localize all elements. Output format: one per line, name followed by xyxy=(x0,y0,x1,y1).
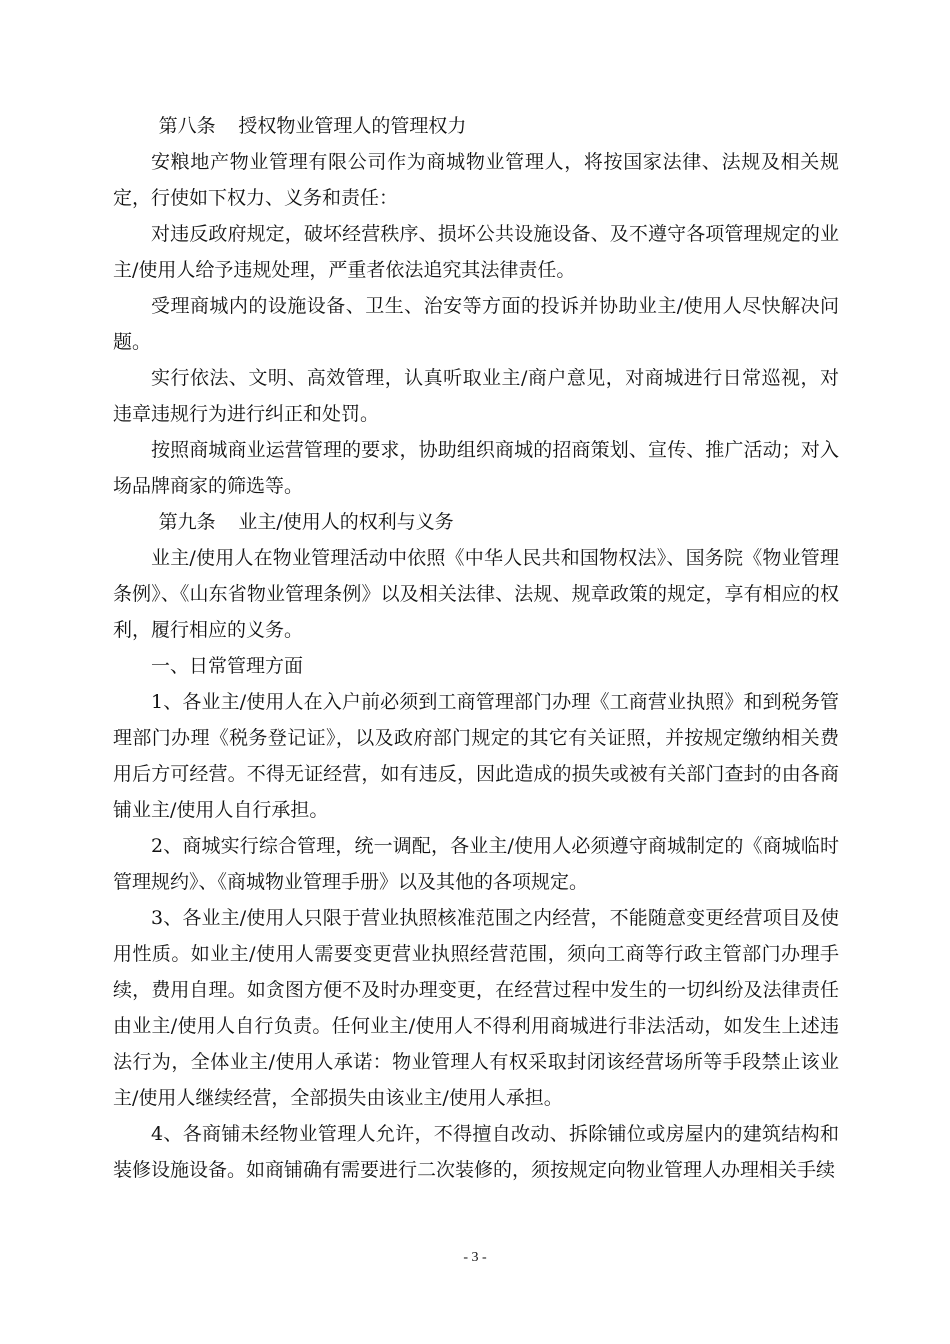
article-8-item: 实行依法、文明、高效管理，认真听取业主/商户意见，对商城进行日常巡视，对违章违规行为进行纠正和处罚。 xyxy=(113,367,839,425)
page-number: - 3 - xyxy=(463,1250,487,1265)
article-9-heading xyxy=(121,504,839,540)
article-9-intro: 业主/使用人在物业管理活动中依照《中华人民共和国物权法》、国务院《物业管理条例》、《山东省物业管理条例》以及相关法律、法规、规章政策的规定，享有相应的权利，履行相应的义务。 xyxy=(113,547,839,641)
section-heading: 一、日常管理方面 xyxy=(151,655,304,677)
article-8-number: 第八条 xyxy=(158,115,216,137)
article-9-number: 第九条 xyxy=(158,511,216,533)
clause-paragraph: 1、各业主/使用人在入户前必须到工商管理部门办理《工商营业执照》和到税务管理部门办理《税务登记证》，以及政府部门规定的其它有关证照，并按规定缴纳相关费用后方可经营。不得无证经营，如有违反，因此造成的损失或被有关部门查封的由各商铺业主/使用人自行承担。 xyxy=(113,691,839,821)
clause-paragraph: 2、商城实行综合管理，统一调配，各业主/使用人必须遵守商城制定的《商城临时管理规约》、《商城物业管理手册》以及其他的各项规定。 xyxy=(113,835,839,893)
document-body xyxy=(113,108,839,1188)
article-8-intro: 安粮地产物业管理有限公司作为商城物业管理人，将按国家法律、法规及相关规定，行使如下权力、义务和责任： xyxy=(113,151,839,209)
clause-paragraph: 4、各商铺未经物业管理人允许，不得擅自改动、拆除铺位或房屋内的建筑结构和装修设施设备。如商铺确有需要进行二次装修的，须按规定向物业管理人办理相关手续 xyxy=(113,1123,839,1181)
article-8-title: 授权物业管理人的管理权力 xyxy=(238,115,467,137)
clause-paragraph: 3、各业主/使用人只限于营业执照核准范围之内经营，不能随意变更经营项目及使用性质。如业主/使用人需要变更营业执照经营范围，须向工商等行政主管部门办理手续，费用自理。如贪图方便不及时办理变更，在经营过程中发生的一切纠纷及法律责任由业主/使用人自行负责。任何业主/使用人不得利用商城进行非法活动，如发生上述违法行为，全体业主/使用人承诺：物业管理人有权采取封闭该经营场所等手段禁止该业主/使用人继续经营，全部损失由该业主/使用人承担。 xyxy=(113,907,839,1109)
article-8-item: 受理商城内的设施设备、卫生、治安等方面的投诉并协助业主/使用人尽快解决问题。 xyxy=(113,295,839,353)
article-9-title: 业主/使用人的权利与义务 xyxy=(238,511,454,533)
article-8-item: 对违反政府规定，破坏经营秩序、损坏公共设施设备、及不遵守各项管理规定的业主/使用人给予违规处理，严重者依法追究其法律责任。 xyxy=(113,223,839,281)
article-8-heading xyxy=(121,108,839,144)
article-8-item: 按照商城商业运营管理的要求，协助组织商城的招商策划、宣传、推广活动；对入场品牌商家的筛选等。 xyxy=(113,439,839,497)
